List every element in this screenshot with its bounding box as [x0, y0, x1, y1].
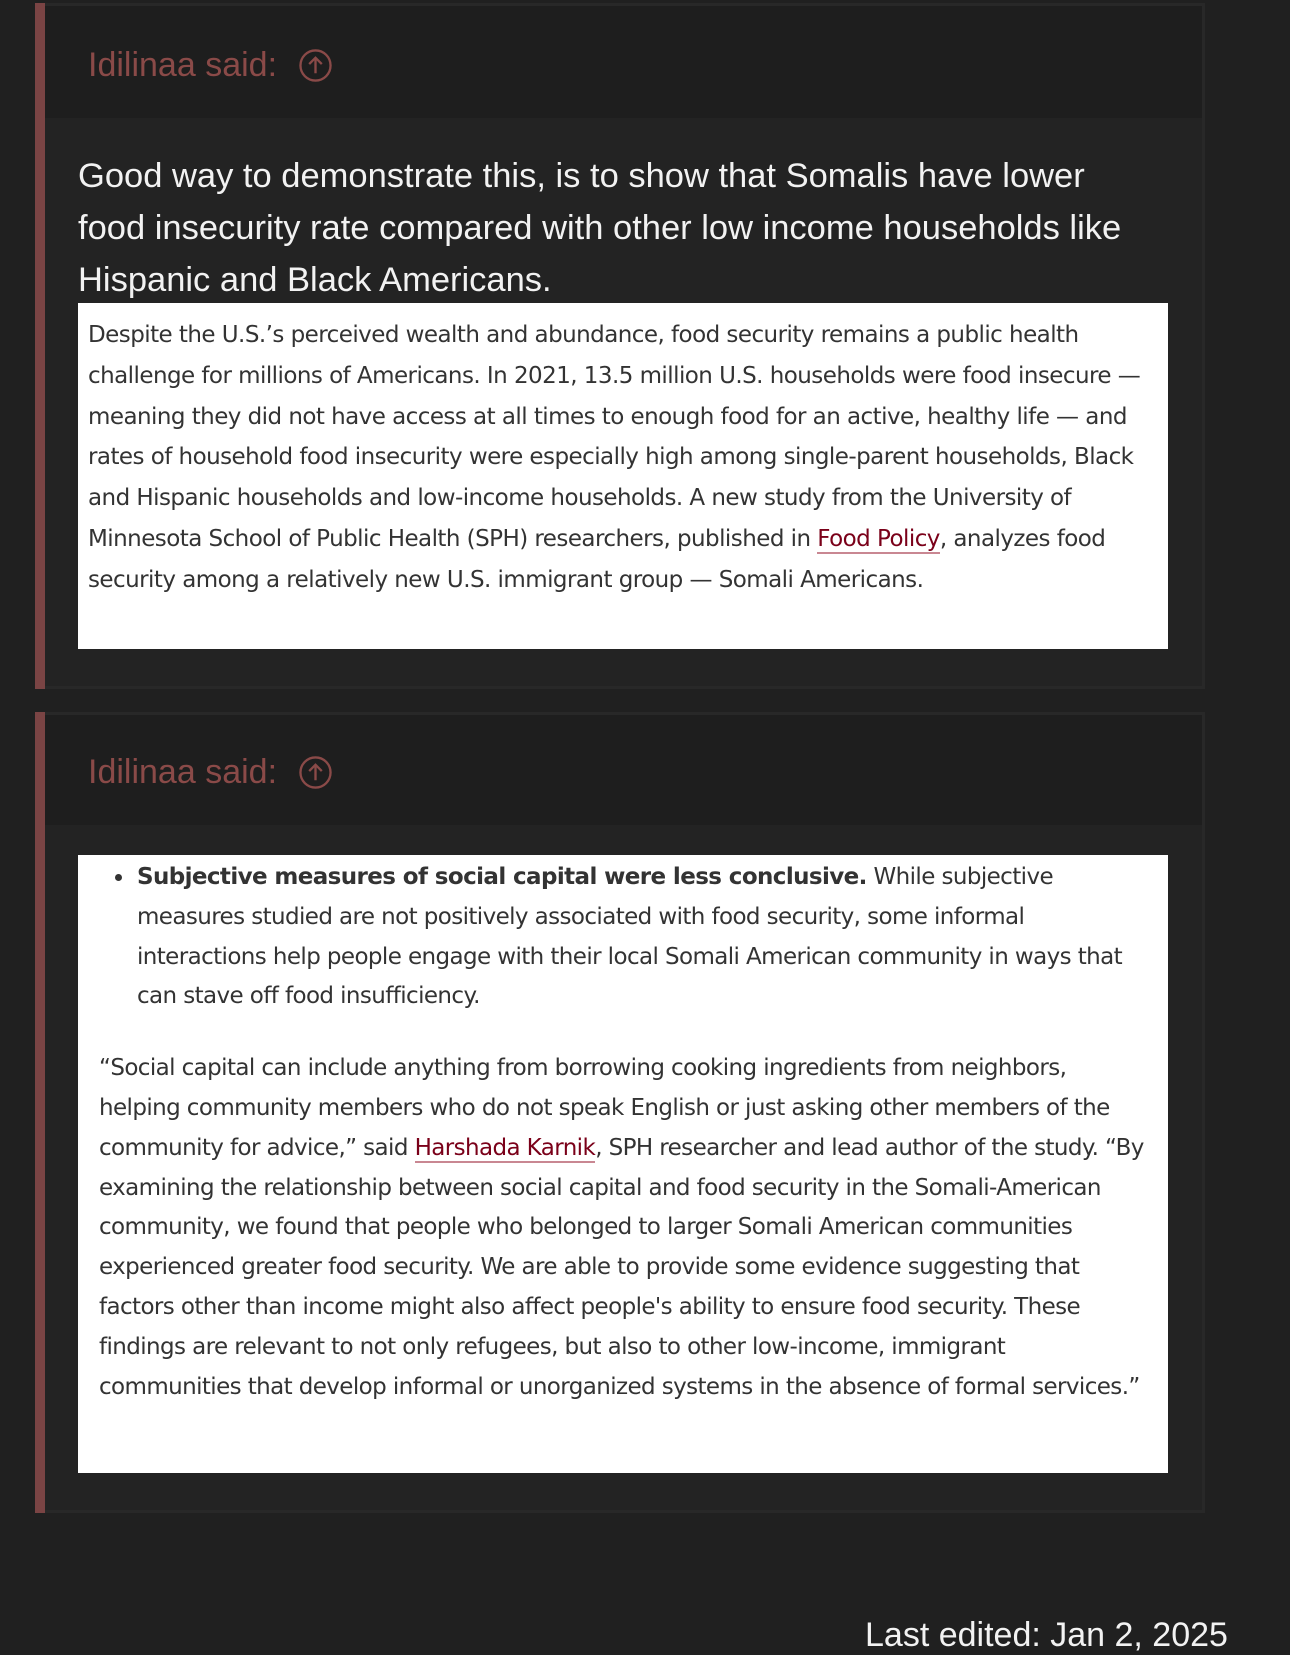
bullet-heading: Subjective measures of social capital were less conclusive.	[137, 864, 867, 890]
quoted-excerpt	[78, 855, 1168, 1473]
quote-block	[35, 3, 1205, 689]
food-policy-link[interactable]: Food Policy	[817, 525, 940, 552]
attribution-text[interactable]: Idilinaa said:	[88, 753, 278, 791]
attribution-text[interactable]: Idilinaa said:	[88, 46, 278, 84]
bullet-text: While subjective measures studied are not positively associated with food security, some informal interactions help people engage with their local Somali American community in ways that can stave off food insufficiency.	[137, 864, 1123, 1010]
quote-attribution[interactable]	[88, 753, 332, 792]
arrow-up-circle-icon[interactable]	[299, 49, 332, 82]
quote-block	[35, 712, 1205, 1513]
excerpt-text: , analyzes food security among a relatively new U.S. immigrant group — Somali Americans.	[88, 525, 1106, 593]
quote-attribution[interactable]	[88, 46, 332, 85]
list-item	[135, 858, 1150, 1017]
quote-bar	[35, 712, 45, 1513]
excerpt-paragraph	[99, 1049, 1150, 1407]
excerpt-text: , SPH researcher and lead author of the study. “By examining the relationship between social capital and food security in the Somali-American community, we found that people who belonged to larger Somali American communities experienced greater food security. We are able to provide some evidence suggesting that factors other than income might also affect people's ability to ensure food security. These findings are relevant to not only refugees, but also to other low-income, immigrant communities that develop informal or unorganized systems in the absence of formal services.”	[99, 1134, 1144, 1400]
harshada-karnik-link[interactable]: Harshada Karnik	[414, 1134, 596, 1161]
quote-text: Good way to demonstrate this, is to show that Somalis have lower food insecurity rate compared with other low income households like Hispanic and Black Americans.	[78, 157, 1122, 299]
quote-header	[45, 6, 1202, 118]
quoted-excerpt	[78, 303, 1168, 649]
quote-bar	[35, 3, 45, 689]
last-edited-text: Last edited: Jan 2, 2025	[865, 1616, 1228, 1654]
excerpt-text: Despite the U.S.’s perceived wealth and abundance, food security remains a public health challenge for millions of Americans. In 2021, 13.5 million U.S. households were food insecure — meaning they did not have access at all times to enough food for an active, healthy life — and rates of household food insecurity were especially high among single-parent households, Black and Hispanic households and low-income households. A new study from the University of Minnesota School of Public Health (SPH) researchers, published in	[88, 322, 1141, 552]
arrow-up-circle-icon[interactable]	[299, 756, 332, 789]
quote-header	[45, 715, 1202, 825]
excerpt-text: “Social capital can include anything from borrowing cooking ingredients from neighbors, helping community members who do not speak English or just asking other members of the community for advice,” said	[99, 1055, 1110, 1161]
bullet-list	[99, 855, 1150, 1017]
